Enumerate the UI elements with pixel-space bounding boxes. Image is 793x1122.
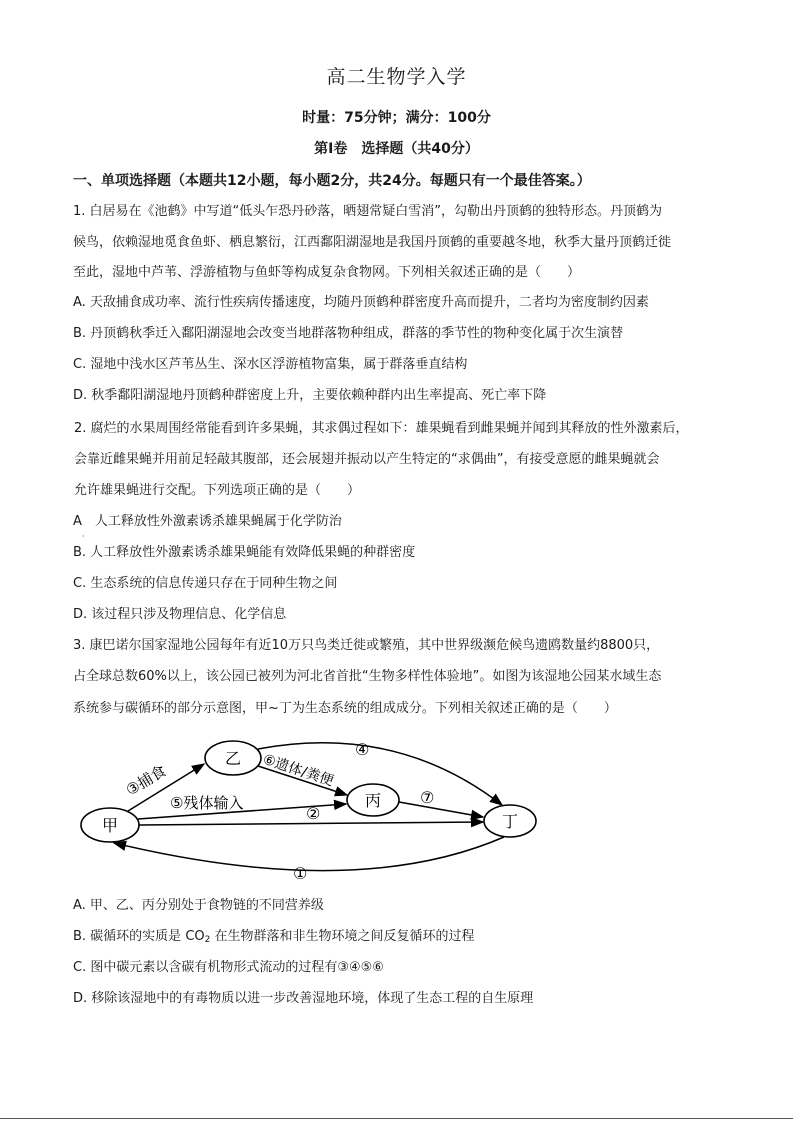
page-title: 高二生物学入学 <box>326 66 467 88</box>
q1-option-b: B. 丹顶鹤秋季迁入鄱阳湖湿地会改变当地群落物种组成，群落的季节性的物种变化属于次生演替 <box>73 326 624 341</box>
section-heading: 一、单项选择题（本题共12小题，每小题2分，共24分。每题只有一个最佳答案。） <box>73 173 591 189</box>
q2-stem-line: 2. 腐烂的水果周围经常能看到许多果蝇，其求偶过程如下：雄果蝇看到雌果蝇并闻到其释放的性外激素后， <box>74 421 689 436</box>
q2-option-d: D. 该过程只涉及物理信息、化学信息 <box>73 607 287 622</box>
exam-time-score: 时量：75分钟；满分：100分 <box>302 110 491 126</box>
arrow-1 <box>114 837 504 871</box>
label-predation: ③捕食 <box>122 761 170 800</box>
q3-stem-line: 占全球总数60%以上，该公园已被列为河北省首批“生物多样性体验地”。如图为该湿地公园某水域生态 <box>73 669 662 684</box>
q1-option-a: A. 天敌捕食成功率、流行性疾病传播速度，均随丹顶鹤种群密度升高而提升，二者均为密度制约因素 <box>73 295 649 310</box>
node-jia-label: 甲 <box>101 816 119 835</box>
q2-option-a: A 人工释放性外激素诱杀雄果蝇属于化学防治 <box>73 514 342 529</box>
label-1: ① <box>293 864 308 883</box>
q2-stem-line: 允许雄果蝇进行交配。下列选项正确的是（ ） <box>74 483 361 498</box>
q3-option-a: A. 甲、乙、丙分别处于食物链的不同营养级 <box>73 898 324 913</box>
q2-stem-line: 会靠近雌果蝇并用前足轻敲其腹部，还会展翅并振动以产生特定的“求偶曲”，有接受意愿的雌果蝇就会 <box>74 452 660 467</box>
q3-option-d: D. 移除该湿地中的有毒物质以进一步改善湿地环境，体现了生态工程的自生原理 <box>73 991 534 1006</box>
label-remains: ⑥遗体/粪便 <box>260 751 336 790</box>
volume-heading: 第Ⅰ卷 选择题（共40分） <box>314 141 479 157</box>
q1-stem-line: 1. 白居易在《池鹤》中写道“低头乍恐丹砂落，晒翅常疑白雪消”，勾勒出丹顶鹤的独特形态。丹顶鹤为 <box>73 204 663 219</box>
label-7: ⑦ <box>420 788 435 807</box>
q1-stem-line: 候鸟，依赖湿地觅食鱼虾、栖息繁衍，江西鄱阳湖湿地是我国丹顶鹤的重要越冬地，秋季大量丹顶鹤迁徙 <box>73 235 672 250</box>
q2-option-b: B. 人工释放性外激素诱杀雄果蝇能有效降低果蝇的种群密度 <box>73 545 416 560</box>
node-bing-label: 丙 <box>364 791 382 810</box>
arrow-7 <box>399 802 483 817</box>
page-bottom-rule <box>0 1118 793 1119</box>
carbon-cycle-diagram <box>76 733 546 888</box>
label-residue-input: ⑤残体输入 <box>170 794 244 812</box>
node-ding-label: 丁 <box>501 812 519 831</box>
label-2: ② <box>306 804 321 823</box>
q1-stem-line: 至此，湿地中芦苇、浮游植物与鱼虾等构成复杂食物网。下列相关叙述正确的是（ ） <box>73 265 581 280</box>
stray-dot: · <box>82 532 85 541</box>
q3-stem-line: 3. 康巴诺尔国家湿地公园每年有近10万只鸟类迁徙或繁殖，其中世界级濒危候鸟遗鸥数量约8800只， <box>73 638 660 653</box>
q1-option-c: C. 湿地中浅水区芦苇丛生、深水区浮游植物富集，属于群落垂直结构 <box>73 357 468 372</box>
node-yi-label: 乙 <box>224 749 242 768</box>
q2-option-c: C. 生态系统的信息传递只存在于同种生物之间 <box>73 576 338 591</box>
q3-stem-line: 系统参与碳循环的部分示意图，甲~丁为生态系统的组成成分。下列相关叙述正确的是（ ） <box>73 701 617 716</box>
label-4: ④ <box>355 740 370 759</box>
q1-option-d: D. 秋季鄱阳湖湿地丹顶鹤种群密度上升，主要依赖种群内出生率提高、死亡率下降 <box>73 388 547 403</box>
q3-option-c: C. 图中碳元素以含碳有机物形式流动的过程有③④⑤⑥ <box>73 960 384 975</box>
q3-option-b: B. 碳循环的实质是 $CO_2$ 在生物群落和非生物环境之间反复循环的过程 <box>73 929 475 945</box>
